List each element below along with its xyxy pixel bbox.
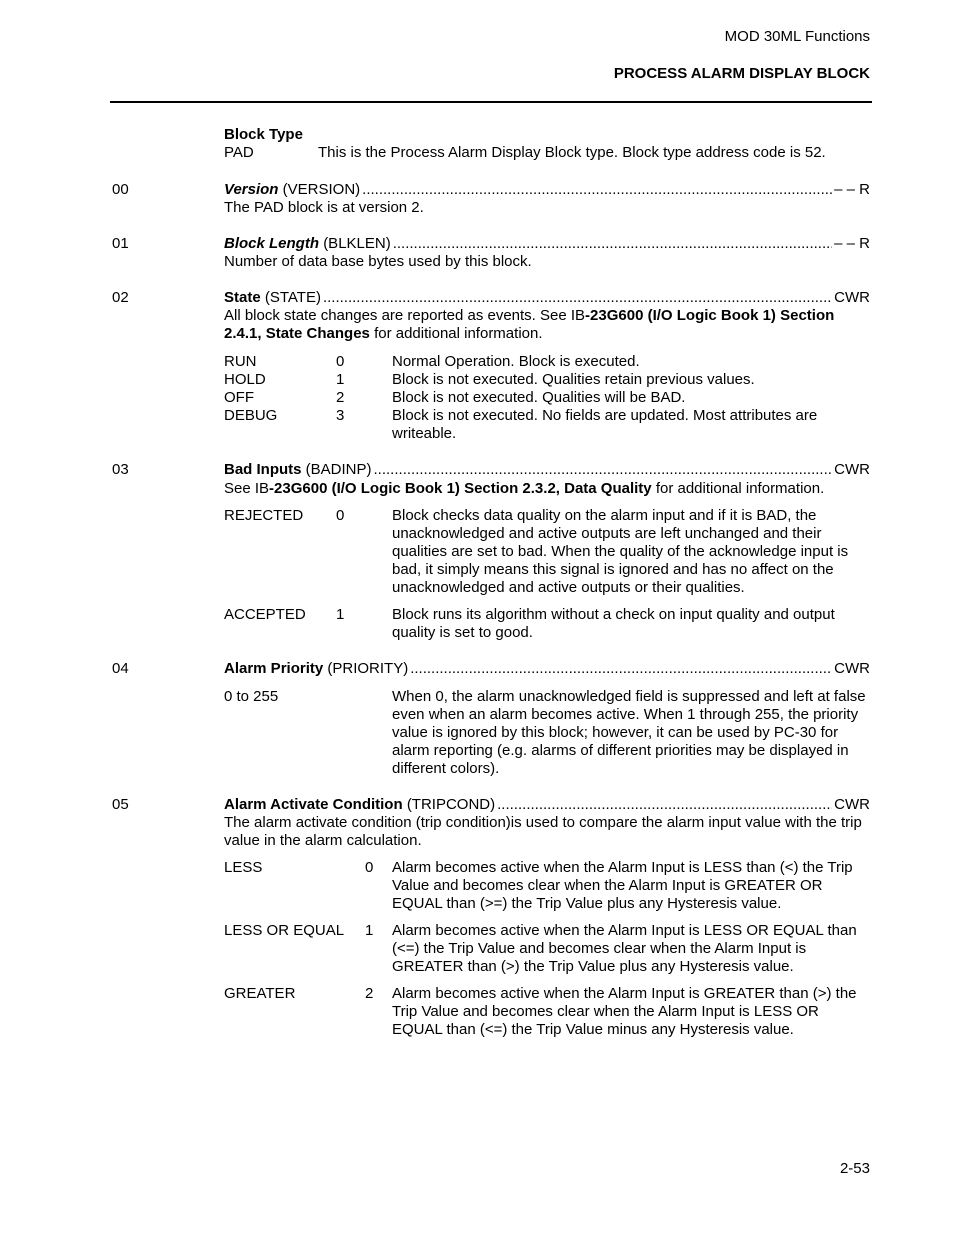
option-value: 0 (336, 353, 345, 370)
field-access: CWR (834, 289, 870, 306)
block-type-heading: Block Type (224, 126, 303, 143)
option-text: Block is not executed. No fields are updated. Most attributes are writeable. (392, 407, 818, 442)
block-type-description: This is the Process Alarm Display Block type. Block type address code is 52. (318, 144, 826, 161)
field-description (224, 480, 870, 498)
field-number: 00 (112, 181, 129, 198)
document-title: MOD 30ML Functions (724, 28, 870, 45)
field-title-row (224, 660, 870, 678)
dot-leader (323, 289, 832, 307)
field-title-row (224, 461, 870, 479)
dot-leader (497, 796, 832, 814)
dot-leader (410, 660, 832, 678)
field-number: 05 (112, 796, 129, 813)
field-attr: (TRIPCOND) (406, 796, 496, 813)
option-label: LESS OR EQUAL (224, 922, 345, 939)
field-number: 03 (112, 461, 129, 478)
option-text: Block checks data quality on the alarm input and if it is BAD, the unacknowledged and active outputs are left unchanged and their qualities are set to bad. When the quality of the acknowledge input is bad, it simply means this signal is ignored and has no affect on the unacknowledged and active outputs or their qualities. (392, 507, 849, 596)
field-name: Bad Inputs (224, 461, 302, 478)
field-name: Alarm Priority (224, 660, 324, 677)
desc-text: for additional information. (369, 325, 543, 342)
option-text: Normal Operation. Block is executed. (392, 353, 640, 370)
option-label: RUN (224, 353, 257, 370)
section-title: PROCESS ALARM DISPLAY BLOCK (613, 65, 870, 82)
field-access: CWR (834, 660, 870, 677)
field-title-row (224, 289, 870, 307)
page-number: 2-53 (839, 1160, 870, 1177)
option-value: 0 (336, 507, 345, 524)
option-text: Alarm becomes active when the Alarm Input is GREATER than (>) the Trip Value and becomes clear when the Alarm Input is LESS OR EQUAL than (<=) the Trip Value minus any Hysteresis value. (392, 985, 857, 1038)
header-rule (110, 101, 872, 103)
field-access: – – R (834, 181, 870, 198)
field-title-row (224, 796, 870, 814)
dot-leader (374, 461, 833, 479)
field-name: State (224, 289, 261, 306)
dot-leader (362, 181, 832, 199)
option-label: ACCEPTED (224, 606, 306, 623)
desc-text: All block state changes are reported as events. See IB (224, 307, 586, 324)
option-label: REJECTED (224, 507, 304, 524)
field-attr: (VERSION) (282, 181, 361, 198)
field-description: The PAD block is at version 2. (224, 199, 424, 216)
option-value: 2 (336, 389, 345, 406)
field-access: CWR (834, 461, 870, 478)
field-access: CWR (834, 796, 870, 813)
field-description (224, 307, 870, 343)
option-text: Alarm becomes active when the Alarm Input is LESS than (<) the Trip Value and becomes clear when the Alarm Input is GREATER OR EQUAL than (>=) the Trip Value plus any Hysteresis value. (392, 859, 853, 912)
option-value: 1 (365, 922, 374, 939)
option-text: When 0, the alarm unacknowledged field is suppressed and left at false even when an alarm becomes active. When 1 through 255, the priority value is ignored by this block; however, it can be used by PC-30 for alarm reporting (e.g. alarms of different priorities may be displayed in different colors). (392, 688, 866, 777)
field-attr: (BLKLEN) (323, 235, 391, 252)
option-label: HOLD (224, 371, 266, 388)
field-access: – – R (834, 235, 870, 252)
field-title-row (224, 181, 870, 199)
field-title-row (224, 235, 870, 253)
desc-text: for additional information. (651, 480, 825, 497)
option-value: 1 (336, 606, 345, 623)
option-text: Block is not executed. Qualities will be BAD. (392, 389, 686, 406)
field-name: Block Length (224, 235, 320, 252)
field-name: Alarm Activate Condition (224, 796, 403, 813)
option-value: 1 (336, 371, 345, 388)
field-description: The alarm activate condition (trip condition)is used to compare the alarm input value with the trip value in the alarm calculation. (224, 814, 862, 849)
field-attr: (BADINP) (305, 461, 372, 478)
field-attr: (STATE) (264, 289, 321, 306)
block-type-code: PAD (224, 144, 254, 161)
option-label: LESS (224, 859, 263, 876)
option-label: 0 to 255 (224, 688, 279, 705)
option-value: 2 (365, 985, 374, 1002)
field-number: 04 (112, 660, 129, 677)
option-label: GREATER (224, 985, 296, 1002)
desc-text: See IB (224, 480, 270, 497)
option-value: 0 (365, 859, 374, 876)
field-number: 01 (112, 235, 129, 252)
desc-reference: -23G600 (I/O Logic Book 1) Section 2.4.1, State Changes (224, 307, 835, 342)
option-text: Block runs its algorithm without a check on input quality and output quality is set to good. (392, 606, 835, 641)
field-attr: (PRIORITY) (327, 660, 409, 677)
field-number: 02 (112, 289, 129, 306)
desc-reference: -23G600 (I/O Logic Book 1) Section 2.3.2, Data Quality (269, 480, 652, 497)
option-label: DEBUG (224, 407, 278, 424)
field-description: Number of data base bytes used by this block. (224, 253, 532, 270)
option-value: 3 (336, 407, 345, 424)
field-name: Version (224, 181, 279, 198)
option-text: Alarm becomes active when the Alarm Input is LESS OR EQUAL than (<=) the Trip Value and becomes clear when the Alarm Input is GREATER than (>) the Trip Value plus any Hysteresis value. (392, 922, 857, 975)
option-text: Block is not executed. Qualities retain previous values. (392, 371, 755, 388)
option-label: OFF (224, 389, 254, 406)
dot-leader (393, 235, 832, 253)
